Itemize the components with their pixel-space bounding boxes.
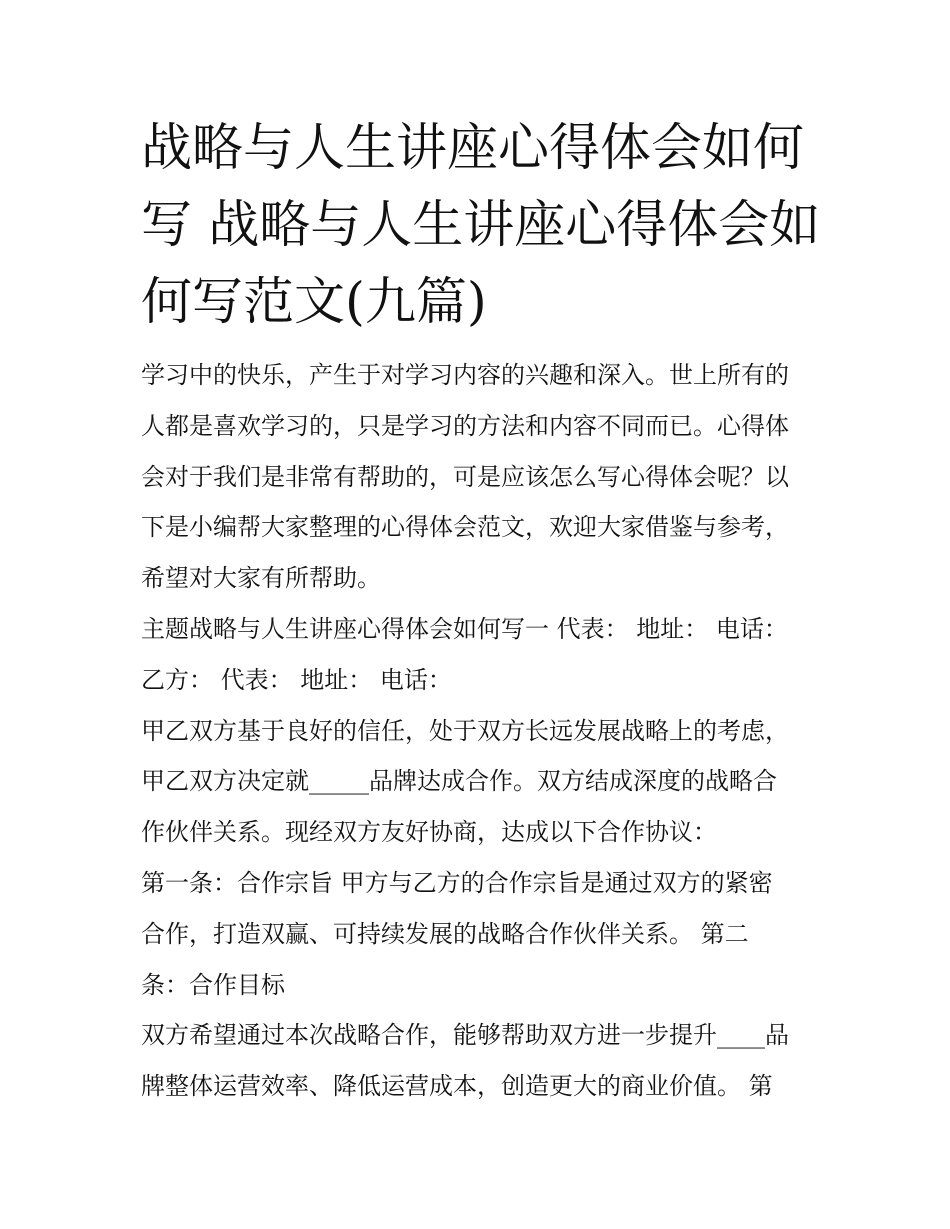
body-line: 作伙伴关系。现经双方友好协商，达成以下合作协议： bbox=[141, 818, 717, 847]
body-line: 双方希望通过本次战略合作，能够帮助双方进一步提升____品 bbox=[141, 1021, 789, 1050]
document-content bbox=[141, 110, 821, 1112]
body-line: 牌整体运营效率、降低运营成本，创造更大的商业价值。 第 bbox=[141, 1072, 773, 1101]
body-line: 甲乙双方基于良好的信任，处于双方长远发展战略上的考虑， bbox=[141, 716, 789, 745]
title-line: 写 战略与人生讲座心得体会如 bbox=[141, 196, 821, 255]
body-line: 条：合作目标 bbox=[141, 970, 285, 999]
body-line: 乙方： 代表： 地址： 电话： bbox=[141, 665, 452, 694]
title-line: 何写范文(九篇) bbox=[141, 273, 487, 332]
body-line: 甲乙双方决定就_____品牌达成合作。双方结成深度的战略合 bbox=[141, 767, 777, 796]
body-line: 会对于我们是非常有帮助的，可是应该怎么写心得体会呢？以 bbox=[141, 462, 789, 491]
body-line: 合作，打造双赢、可持续发展的战略合作伙伴关系。 第二 bbox=[141, 919, 749, 948]
body-line: 下是小编帮大家整理的心得体会范文，欢迎大家借鉴与参考， bbox=[141, 513, 789, 542]
body-line: 第一条：合作宗旨 甲方与乙方的合作宗旨是通过双方的紧密 bbox=[141, 868, 773, 897]
title-line: 战略与人生讲座心得体会如何 bbox=[141, 119, 805, 178]
body-line: 学习中的快乐，产生于对学习内容的兴趣和深入。世上所有的 bbox=[141, 361, 789, 389]
document-title bbox=[141, 110, 821, 341]
body-line: 希望对大家有所帮助。 bbox=[141, 564, 381, 593]
document-body bbox=[141, 350, 813, 1112]
body-line: 人都是喜欢学习的，只是学习的方法和内容不同而已。心得体 bbox=[141, 411, 789, 440]
body-line: 主题战略与人生讲座心得体会如何写一 代表： 地址： 电话： bbox=[141, 614, 788, 643]
